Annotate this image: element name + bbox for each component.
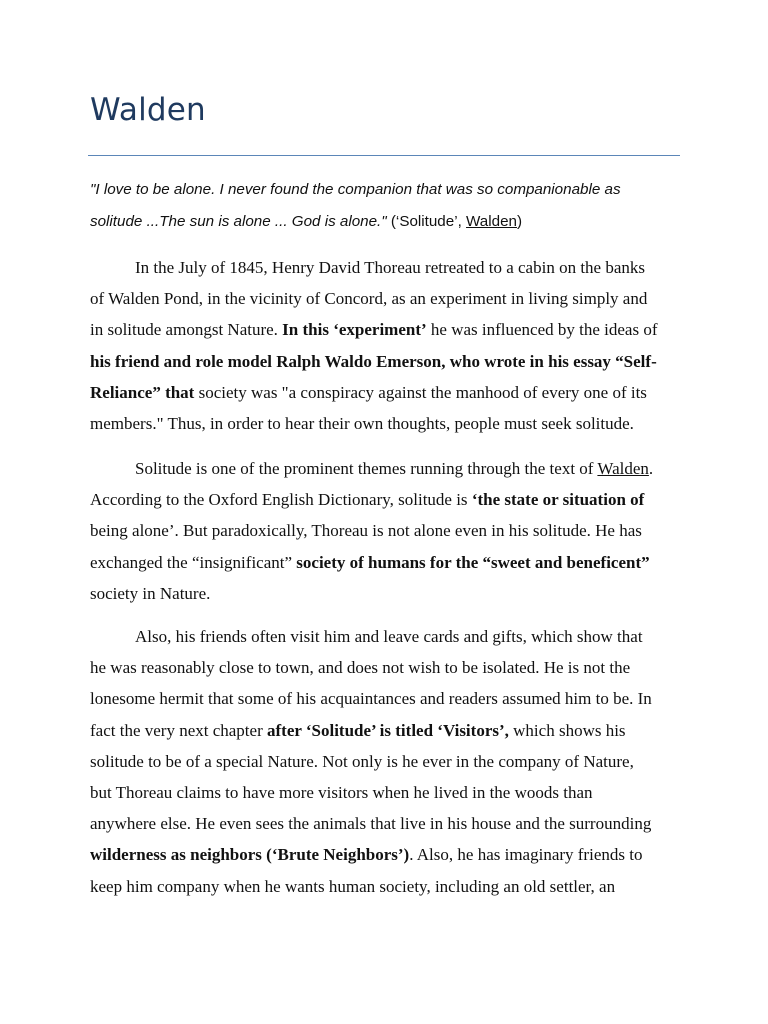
paragraph-line — [90, 683, 682, 714]
bold-text-run: society of humans for the “sweet and beneficent” — [296, 552, 650, 572]
body-paragraph — [90, 453, 682, 609]
epigraph-quote — [90, 174, 682, 238]
text-run: of Walden Pond, in the vicinity of Concord, as an experiment in living simply and — [90, 289, 648, 309]
paragraph-line — [90, 377, 682, 408]
text-run: he was reasonably close to town, and does not wish to be isolated. He is not the — [90, 658, 631, 678]
document-title: Walden — [90, 92, 206, 128]
paragraph-line — [90, 547, 682, 578]
paragraph-line — [90, 715, 682, 746]
text-run: In the July of 1845, Henry David Thoreau retreated to a cabin on the banks — [135, 258, 645, 277]
text-run: which shows his — [508, 720, 626, 740]
citation-separator: ’, — [454, 213, 467, 230]
text-run: Also, his friends often visit him and leave cards and gifts, which show that — [135, 627, 643, 646]
text-run: . Also, he has imaginary friends to — [409, 845, 643, 865]
paragraph-line — [90, 283, 682, 314]
paragraph-line — [90, 515, 682, 546]
bold-text-run: after ‘Solitude’ is titled ‘Visitors’, — [267, 720, 509, 740]
text-run: keep him company when he wants human society, including an old settler, an — [90, 876, 616, 896]
paragraph-line — [90, 484, 682, 515]
text-run: lonesome hermit that some of his acquaintances and readers assumed him to be. In — [90, 689, 652, 709]
citation-book-link: Walden — [466, 213, 517, 230]
citation-chapter: Solitude — [399, 213, 455, 230]
text-run: anywhere else. He even sees the animals that live in his house and the surrounding — [90, 814, 652, 834]
quote-line-1 — [90, 174, 682, 206]
text-run: members." Thus, in order to hear their own thoughts, people must seek solitude. — [90, 414, 634, 434]
quote-text: solitude ...The sun is alone ... God is alone." — [90, 213, 387, 230]
bold-text-run: his friend and role model Ralph Waldo Emerson, who wrote in his essay “Self- — [90, 351, 657, 371]
title-underline-rule — [88, 155, 680, 156]
paragraph-line — [90, 621, 682, 652]
text-run: Solitude is one of the prominent themes running through the text of — [135, 459, 598, 478]
paragraph-line — [90, 578, 682, 609]
paragraph-line — [90, 777, 682, 808]
citation-open: (‘ — [386, 213, 400, 230]
bold-text-run: In this ‘experiment’ — [282, 320, 427, 340]
text-run: fact the very next chapter — [90, 720, 267, 740]
text-run: exchanged the “insignificant” — [90, 552, 297, 572]
paragraph-line — [90, 252, 682, 283]
text-run: society in Nature. — [90, 583, 211, 603]
paragraph-line — [90, 746, 682, 777]
text-run: but Thoreau claims to have more visitors when he lived in the woods than — [90, 783, 593, 803]
text-run: society was "a conspiracy against the manhood of every one of its — [194, 382, 647, 402]
text-run: . — [648, 459, 654, 478]
paragraph-line — [90, 453, 682, 484]
text-run: According to the Oxford English Dictionary, solitude is — [90, 490, 472, 510]
text-run: he was influenced by the ideas of — [426, 320, 658, 340]
text-run: in solitude amongst Nature. — [90, 320, 283, 340]
paragraph-line — [90, 408, 682, 439]
text-run: being alone’. But paradoxically, Thoreau is not alone even in his solitude. He has — [90, 521, 642, 541]
body-paragraph — [90, 621, 682, 902]
book-title-reference: Walden — [597, 459, 649, 478]
text-run: solitude to be of a special Nature. Not only is he ever in the company of Nature, — [90, 751, 634, 771]
paragraph-line — [90, 808, 682, 839]
body-paragraph — [90, 252, 682, 439]
paragraph-line — [90, 871, 682, 902]
quote-line-2 — [90, 206, 682, 238]
bold-text-run: Reliance” that — [90, 382, 195, 402]
bold-text-run: ‘the state or situation of — [471, 490, 645, 510]
citation-close: ) — [516, 213, 523, 230]
paragraph-line — [90, 839, 682, 870]
bold-text-run: wilderness as neighbors (‘Brute Neighbors’) — [90, 845, 410, 865]
paragraph-line — [90, 314, 682, 345]
paragraph-line — [90, 346, 682, 377]
quote-text: "I love to be alone. I never found the companion that was so companionable as — [90, 181, 621, 198]
paragraph-line — [90, 652, 682, 683]
